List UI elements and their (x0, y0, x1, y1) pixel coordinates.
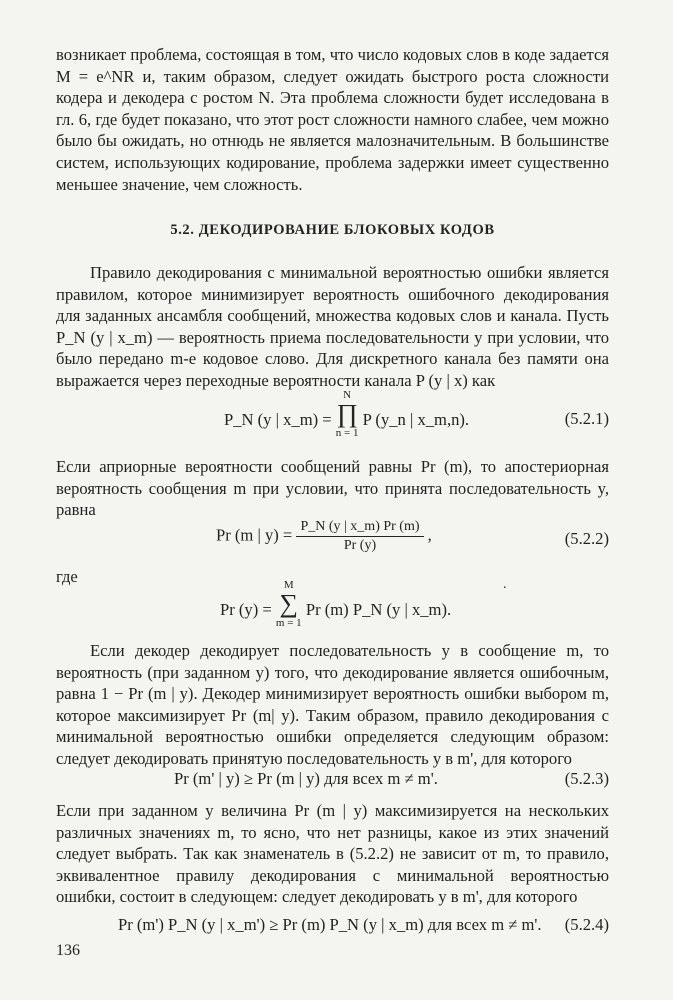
eq1-rhs: P (y_n | x_m,n). (362, 410, 470, 430)
eq3-sum-sign: ∑ (279, 589, 299, 618)
equation-sum (56, 579, 609, 630)
eq5-number: (5.2.4) (564, 915, 609, 934)
eq3-upper-limit: M (283, 579, 294, 591)
paragraph-where: где (56, 567, 78, 586)
eq2-denominator: Pr (y) (343, 538, 377, 553)
paragraph-decoder: Если декодер декодирует последовательность y в сообщение m, то вероятность (при заданном y) того, что декодирование является ошибочным, равна 1 − Pr (m | y). Декодер минимизирует вероятность ошибки выбором m, которое максимизирует Pr (m| y). Таким образом, правило декодирования с минимальной вероятностью ошибки определяется следующим образом: следует декодировать принятую последовательность y в m', для которого (56, 641, 609, 768)
eq4-formula: Pr (m' | y) ≥ Pr (m | y) для всех m ≠ m'. (174, 769, 438, 788)
eq2-lhs: Pr (m | y) = (216, 525, 297, 545)
paragraph-complexity: возникает проблема, состоящая в том, что число кодовых слов в коде задается M = e^NR и, таким образом, следует ожидать быстрого роста сложности кодера и декодера с ростом N. Эта проблема сложности будет исследована в гл. 6, где будет показано, что этот рост сложности намного слабее, чем можно было бы ожидать, но отнюдь не является малозначительным. В большинстве систем, использующих кодирование, проблема задержки имеет существенно меньшее значение, чем сложность. (56, 45, 609, 194)
equation-5-2-2 (56, 516, 609, 560)
eq2-tail: , (427, 525, 432, 545)
eq5-formula: Pr (m') P_N (y | x_m') ≥ Pr (m) P_N (y | x_m) для всех m ≠ m'. (118, 915, 542, 934)
paragraph-aposteriori: Если априорные вероятности сообщений равны Pr (m), то апостериорная вероятность сообщения m при условии, что принята последовательность y, равна (56, 457, 609, 520)
eq3-rhs: Pr (m) P_N (y | x_m). (305, 600, 452, 620)
eq2-numerator: P_N (y | x_m) Pr (m) (296, 518, 423, 537)
paragraph-decoding-rule: Правило декодирования с минимальной вероятностью ошибки является правилом, которое минимизирует вероятность ошибочного декодирования для заданных ансамбля сообщений, множества кодовых слов и канала. Пусть P_N (y | x_m) — вероятность приема последовательности y при условии, что было передано m-е кодовое слово. Для дискретного канала без памяти она выражается через переходные вероятности канала P (y | x) как (56, 263, 609, 390)
eq1-lhs: P_N (y | x_m) = (224, 410, 336, 430)
stray-dot: . (503, 577, 507, 592)
eq1-number: (5.2.1) (564, 409, 609, 428)
section-heading: 5.2. ДЕКОДИРОВАНИЕ БЛОКОВЫХ КОДОВ (170, 222, 495, 238)
eq1-lower-limit: n = 1 (335, 426, 359, 439)
eq2-number: (5.2.2) (564, 529, 609, 548)
page-number: 136 (56, 942, 80, 959)
paragraph-equivalent-rule: Если при заданном y величина Pr (m | y) максимизируется на нескольких различных значениях m, то ясно, что нет разницы, какое из этих значений следует выбрать. Так как знаменатель в (5.2.2) не зависит от m, то правило, эквивалентное правилу декодирования с минимальной вероятностью ошибки, состоит в следующем: следует декодировать y в m', для которого (56, 801, 609, 907)
eq3-lhs: Pr (y) = (220, 600, 276, 620)
equation-5-2-1 (56, 389, 609, 440)
eq3-lower-limit: m = 1 (275, 616, 302, 629)
eq1-product-sign: ∏ (336, 399, 358, 428)
equation-5-2-4 (56, 914, 609, 938)
eq4-number: (5.2.3) (564, 769, 609, 788)
eq1-upper-limit: N (343, 389, 352, 401)
equation-5-2-3 (56, 768, 609, 792)
